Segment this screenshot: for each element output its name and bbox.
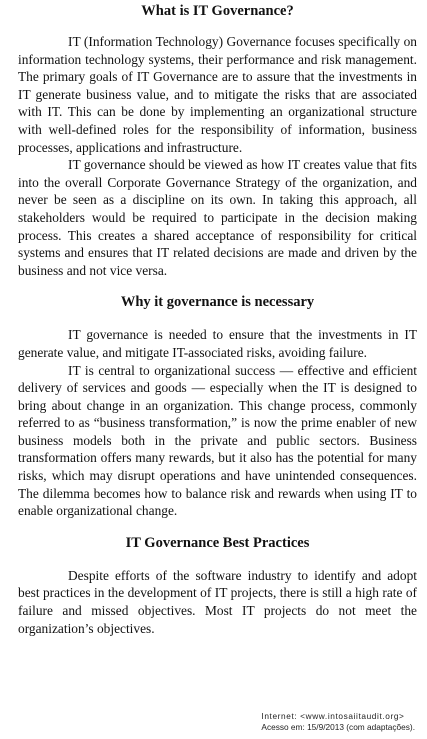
section-heading-best-practices: IT Governance Best Practices [125, 534, 310, 551]
source-url: Internet: <www.intosaiitaudit.org> [261, 711, 405, 721]
section-heading-what-is-it-governance: What is IT Governance? [141, 3, 294, 19]
paragraph-best-practices: Despite efforts of the software industry to identify and adopt best practices in the development of IT projects, there is still a high rate of failure and missed objectives. Most IT projects do not meet the organization’s objectives. [18, 567, 417, 636]
paragraph-it-governance-definition: IT (Information Technology) Governance focuses specifically on information technology systems, their performance and risk management. The primary goals of IT Governance are to assure that the investments in IT generate business value, and to mitigate the risks that are associated with IT. This can be done by implementing an organizational structure with well-defined roles for the responsibility of information, business processes, applications and infrastructure. [18, 34, 417, 155]
source-access-date: Acesso em: 15/9/2013 (com adaptações). [261, 722, 415, 732]
paragraph-investments: IT governance is needed to ensure that the investments in IT generate value, and mitigate IT-associated risks, avoiding failure. [18, 327, 417, 360]
paragraph-it-governance-value: IT governance should be viewed as how IT creates value that fits into the overall Corporate Governance Strategy of the organization, and never be seen as a discipline on its own. In taking this approach, all stakeholders would be required to participate in the decision making process. This creates a shared acceptance of responsibility for critical systems and ensures that IT related decisions are made and driven by the business and not vice versa. [18, 157, 417, 278]
paragraph-organizational-success: IT is central to organizational success — effective and efficient delivery of services and goods — especially when the IT is designed to bring about change in an organization. This change process, commonly referred to as “business transformation,” is now the prime enabler of new business models both in the private and public sectors. Business transformation offers many rewards, but it also has the potential for many risks, which may disrupt operations and have unintended consequences. The dilemma becomes how to balance risk and rewards when using IT to enable organizational change. [18, 362, 417, 519]
section-heading-why-necessary: Why it governance is necessary [120, 294, 315, 311]
source-citation [261, 711, 415, 733]
